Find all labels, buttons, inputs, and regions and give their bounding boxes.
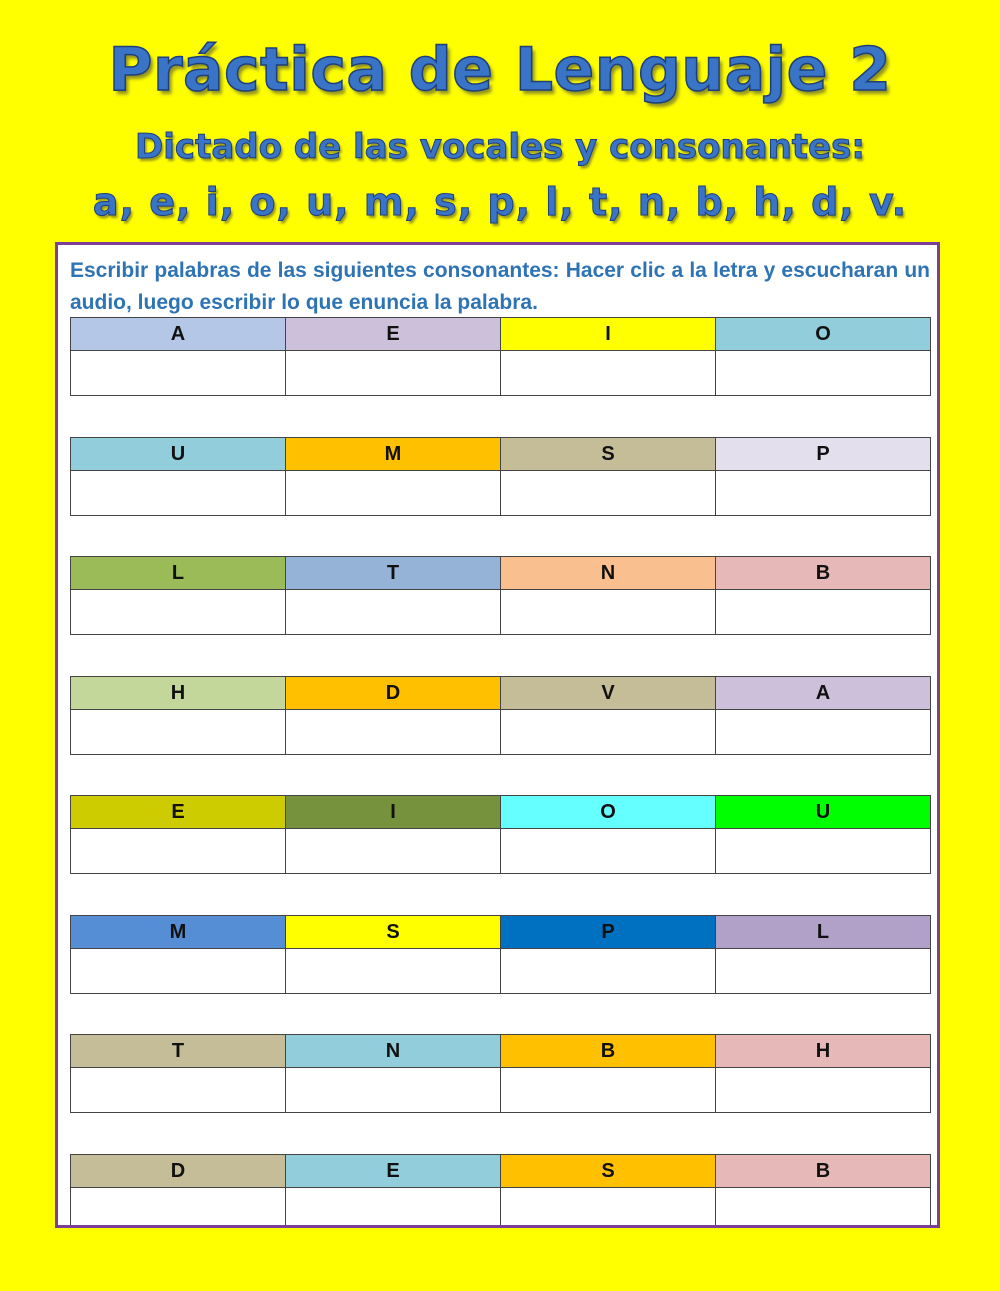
answer-cell	[71, 590, 286, 635]
letter-header-row	[71, 438, 931, 471]
answer-input[interactable]	[716, 710, 930, 754]
letter-audio-cell[interactable]: I	[501, 318, 716, 351]
instructions-text: Escribir palabras de las siguientes consonantes: Hacer clic a la letra y escucharan un audio, luego escribir lo que enuncia la palabra.	[70, 259, 930, 314]
answer-input[interactable]	[286, 471, 500, 515]
answer-cell	[716, 1068, 931, 1113]
answer-cell	[286, 471, 501, 516]
answer-cell	[716, 710, 931, 755]
letter-audio-cell[interactable]: T	[286, 557, 501, 590]
answer-cell	[71, 1188, 286, 1229]
letter-header-row	[71, 1155, 931, 1188]
answer-cell	[286, 829, 501, 874]
answer-cell	[716, 471, 931, 516]
letter-group-table	[70, 1034, 931, 1113]
answer-input[interactable]	[286, 710, 500, 754]
letter-audio-cell[interactable]: O	[501, 796, 716, 829]
letter-audio-cell[interactable]: B	[716, 557, 931, 590]
answer-cell	[286, 949, 501, 994]
answer-cell	[286, 590, 501, 635]
letter-audio-cell[interactable]: V	[501, 677, 716, 710]
answer-input[interactable]	[71, 471, 285, 515]
answer-input[interactable]	[501, 829, 715, 873]
answer-cell	[71, 710, 286, 755]
letter-audio-cell[interactable]: E	[71, 796, 286, 829]
letter-audio-cell[interactable]: U	[716, 796, 931, 829]
letter-audio-cell[interactable]: E	[286, 1155, 501, 1188]
answer-input[interactable]	[716, 1068, 930, 1112]
answer-input[interactable]	[286, 829, 500, 873]
answer-row	[71, 710, 931, 755]
answer-input[interactable]	[501, 471, 715, 515]
letter-audio-cell[interactable]: S	[501, 1155, 716, 1188]
answer-cell	[71, 949, 286, 994]
letter-audio-cell[interactable]: S	[286, 916, 501, 949]
answer-cell	[71, 351, 286, 396]
letter-header-row	[71, 557, 931, 590]
answer-input[interactable]	[501, 1068, 715, 1112]
letter-audio-cell[interactable]: I	[286, 796, 501, 829]
answer-input[interactable]	[71, 829, 285, 873]
letter-audio-cell[interactable]: T	[71, 1035, 286, 1068]
letter-audio-cell[interactable]: D	[71, 1155, 286, 1188]
letter-header-row	[71, 916, 931, 949]
answer-input[interactable]	[716, 590, 930, 634]
letter-group-table	[70, 556, 931, 635]
answer-input[interactable]	[71, 351, 285, 395]
letter-group-table	[70, 915, 931, 994]
answer-input[interactable]	[71, 949, 285, 993]
answer-cell	[716, 829, 931, 874]
answer-cell	[286, 1068, 501, 1113]
answer-input[interactable]	[286, 1068, 500, 1112]
answer-row	[71, 351, 931, 396]
letter-audio-cell[interactable]: N	[286, 1035, 501, 1068]
letter-audio-cell[interactable]: A	[71, 318, 286, 351]
answer-input[interactable]	[716, 1188, 930, 1228]
answer-cell	[501, 1068, 716, 1113]
answer-input[interactable]	[286, 949, 500, 993]
letter-audio-cell[interactable]: N	[501, 557, 716, 590]
letter-audio-cell[interactable]: A	[716, 677, 931, 710]
letter-group-table	[70, 795, 931, 874]
letter-audio-cell[interactable]: S	[501, 438, 716, 471]
answer-cell	[501, 829, 716, 874]
letter-audio-cell[interactable]: E	[286, 318, 501, 351]
letter-group-table	[70, 317, 931, 396]
answer-cell	[286, 710, 501, 755]
letter-audio-cell[interactable]: L	[716, 916, 931, 949]
answer-cell	[501, 590, 716, 635]
answer-row	[71, 829, 931, 874]
letter-audio-cell[interactable]: M	[286, 438, 501, 471]
letter-audio-cell[interactable]: B	[716, 1155, 931, 1188]
answer-cell	[716, 590, 931, 635]
answer-input[interactable]	[716, 829, 930, 873]
exercise-panel	[55, 242, 940, 1228]
page-subtitle: Dictado de las vocales y consonantes:	[135, 127, 865, 167]
letter-audio-cell[interactable]: M	[71, 916, 286, 949]
letter-audio-cell[interactable]: O	[716, 318, 931, 351]
letter-group-table	[70, 1154, 931, 1228]
answer-cell	[71, 829, 286, 874]
letter-audio-cell[interactable]: D	[286, 677, 501, 710]
letter-group-table	[70, 676, 931, 755]
answer-row	[71, 1068, 931, 1113]
answer-input[interactable]	[501, 949, 715, 993]
letter-header-row	[71, 318, 931, 351]
answer-cell	[71, 471, 286, 516]
answer-cell	[286, 351, 501, 396]
answer-input[interactable]	[71, 710, 285, 754]
answer-input[interactable]	[716, 351, 930, 395]
answer-cell	[286, 1188, 501, 1229]
answer-input[interactable]	[501, 351, 715, 395]
answer-input[interactable]	[501, 590, 715, 634]
answer-input[interactable]	[716, 471, 930, 515]
page-title: Práctica de Lenguaje 2	[108, 35, 892, 105]
answer-cell	[716, 1188, 931, 1229]
answer-cell	[501, 351, 716, 396]
answer-input[interactable]	[286, 1188, 500, 1228]
answer-row	[71, 1188, 931, 1229]
answer-row	[71, 590, 931, 635]
letter-audio-cell[interactable]: U	[71, 438, 286, 471]
answer-cell	[501, 471, 716, 516]
letters-list: a, e, i, o, u, m, s, p, l, t, n, b, h, d, v.	[92, 180, 908, 224]
letter-header-row	[71, 677, 931, 710]
answer-cell	[71, 1068, 286, 1113]
answer-input[interactable]	[71, 1068, 285, 1112]
letter-header-row	[71, 796, 931, 829]
answer-input[interactable]	[286, 351, 500, 395]
answer-cell	[716, 351, 931, 396]
answer-cell	[716, 949, 931, 994]
letter-audio-cell[interactable]: P	[501, 916, 716, 949]
answer-input[interactable]	[716, 949, 930, 993]
answer-row	[71, 949, 931, 994]
letter-audio-cell[interactable]: B	[501, 1035, 716, 1068]
answer-cell	[501, 949, 716, 994]
letter-audio-cell[interactable]: L	[71, 557, 286, 590]
answer-cell	[501, 710, 716, 755]
answer-input[interactable]	[501, 1188, 715, 1228]
answer-input[interactable]	[71, 590, 285, 634]
letter-header-row	[71, 1035, 931, 1068]
letter-audio-cell[interactable]: P	[716, 438, 931, 471]
answer-row	[71, 471, 931, 516]
letter-audio-cell[interactable]: H	[716, 1035, 931, 1068]
letter-audio-cell[interactable]: H	[71, 677, 286, 710]
answer-input[interactable]	[71, 1188, 285, 1228]
answer-input[interactable]	[501, 710, 715, 754]
letter-group-table	[70, 437, 931, 516]
answer-cell	[501, 1188, 716, 1229]
answer-input[interactable]	[286, 590, 500, 634]
